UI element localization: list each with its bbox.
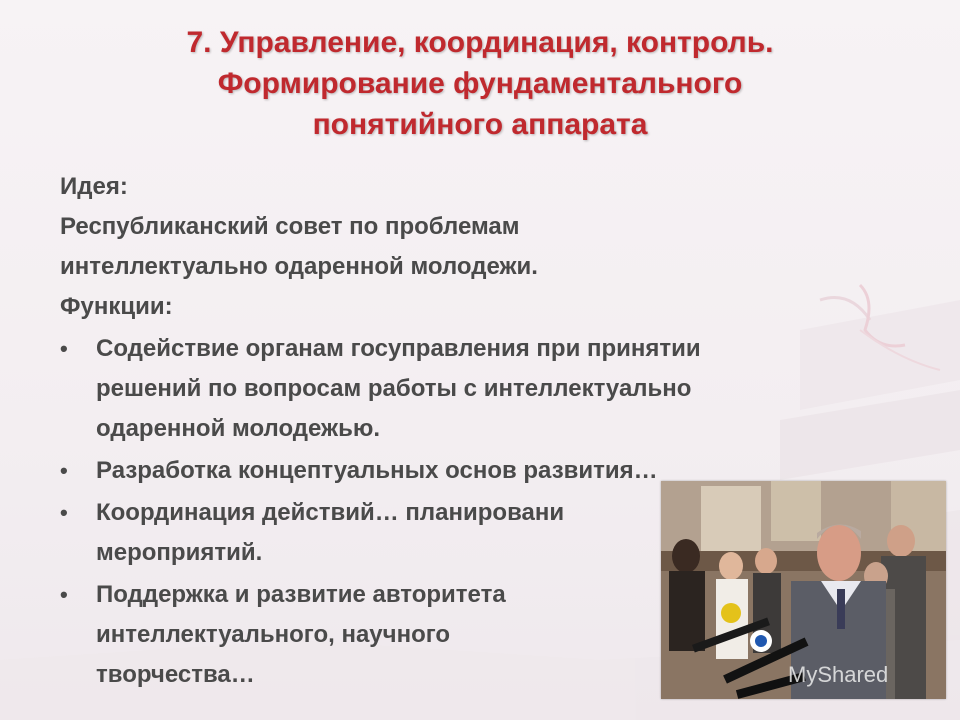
bullet-line: одаренной молодежью. <box>96 415 380 442</box>
bullet-line: творчества… <box>96 661 255 688</box>
idea-line-2: интеллектуально одаренной молодежи. <box>60 253 538 280</box>
bullet-icon: • <box>60 336 68 361</box>
watermark-text: MyShared <box>788 662 889 687</box>
title-line-2: Формирование фундаментального <box>217 67 743 100</box>
bullet-icon: • <box>60 500 68 525</box>
bullet-icon: • <box>60 458 68 483</box>
bullet-line: Содействие органам госуправления при принятии <box>96 335 701 362</box>
slide-title <box>60 22 900 145</box>
idea-line-1: Республиканский совет по проблемам <box>60 213 520 240</box>
bullet-line: интеллектуального, научного <box>96 621 451 648</box>
bullet-line: Разработка концептуальных основ развития… <box>96 457 658 484</box>
bullet-line: решений по вопросам работы с интеллектуально <box>96 375 692 402</box>
title-line-3: понятийного аппарата <box>312 108 648 141</box>
list-item <box>60 329 860 449</box>
bullet-line: Координация действий… планировани <box>96 499 565 526</box>
bullet-line: мероприятий. <box>96 539 263 566</box>
bullet-line: Поддержка и развитие авторитета <box>96 581 506 608</box>
bullet-icon: • <box>60 582 68 607</box>
idea-label: Идея: <box>60 173 128 200</box>
title-line-1: 7. Управление, координация, контроль. <box>186 26 774 59</box>
functions-label: Функции: <box>60 293 173 320</box>
